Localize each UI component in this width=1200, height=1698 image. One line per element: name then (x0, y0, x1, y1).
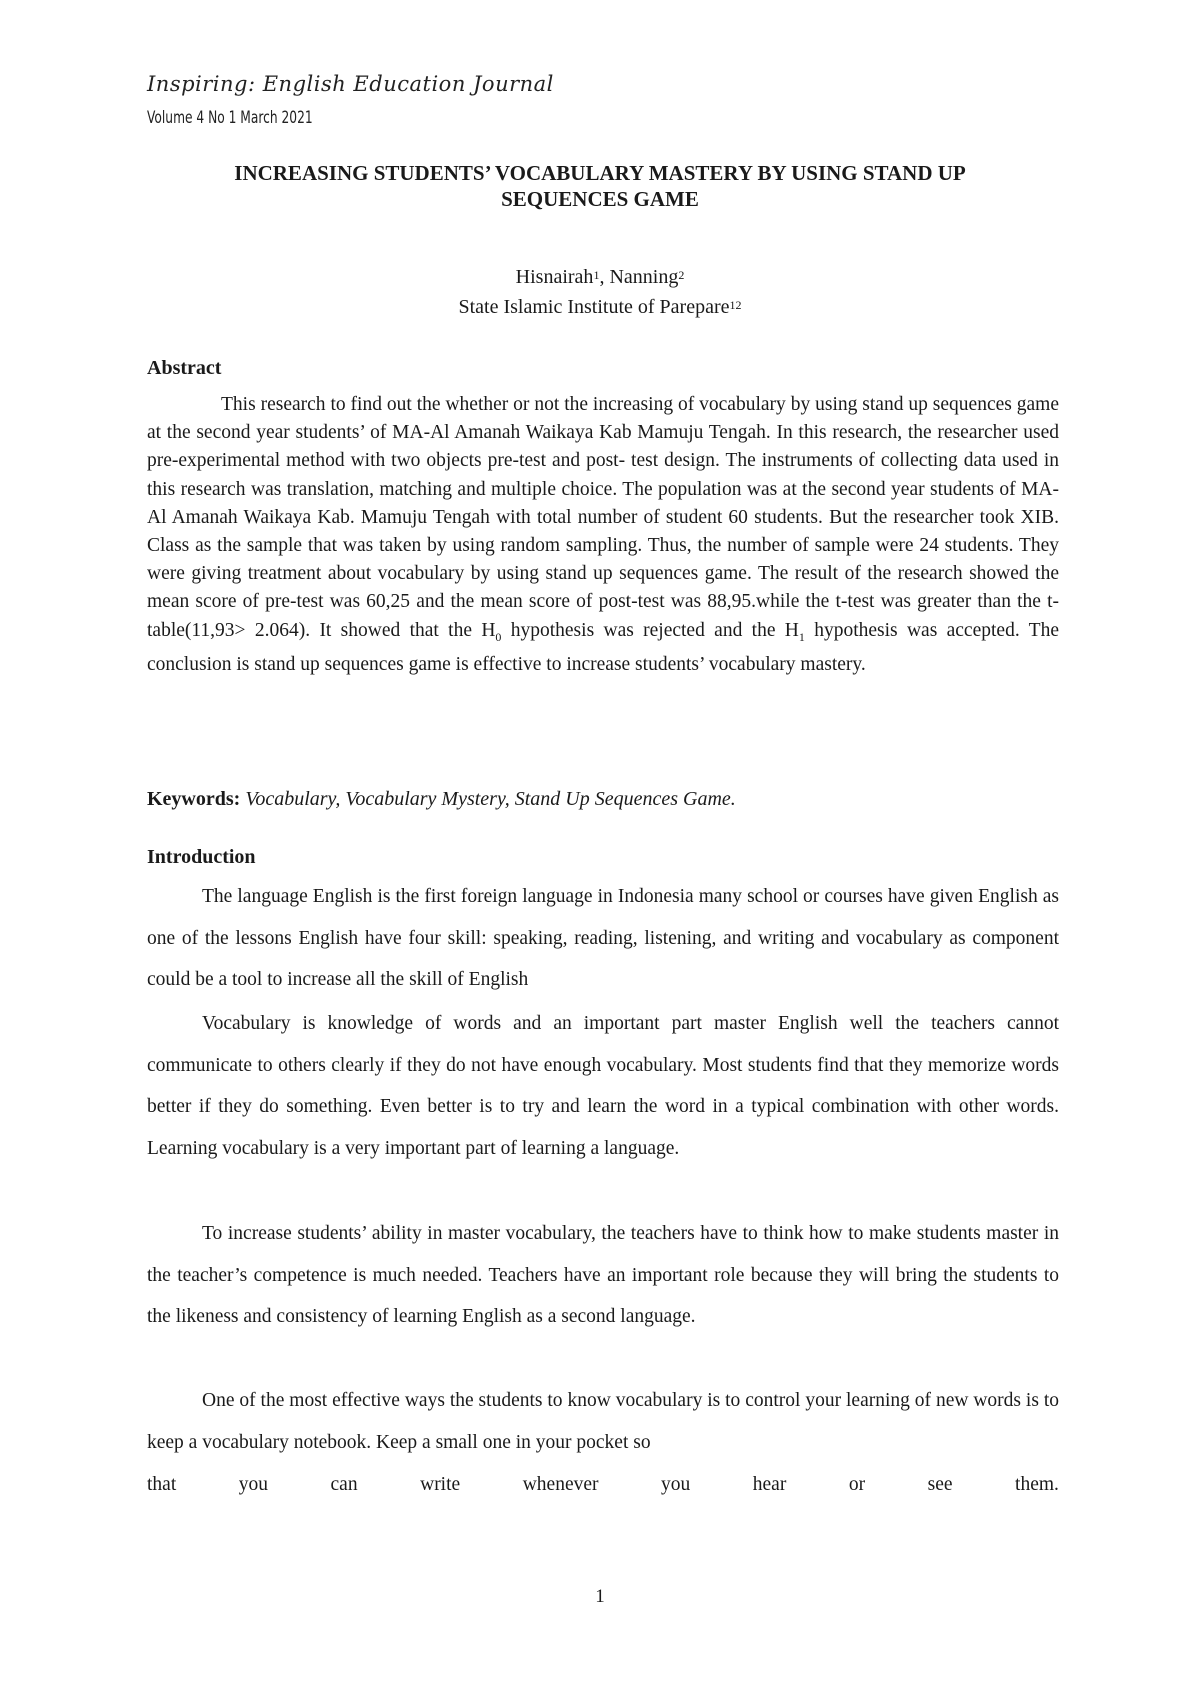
author-separator: , (599, 266, 610, 288)
journal-volume: Volume 4 No 1 March 2021 (147, 108, 313, 128)
word: that (147, 1474, 177, 1495)
affiliation (147, 292, 1053, 322)
intro-paragraph-3: To increase students’ ability in master vocabulary, the teachers have to think how to make students master in the teacher’s competence is much needed. Teachers have an important role because they will bring the students to the likeness and consistency of learning English as a second language. (147, 1223, 1059, 1327)
word: whenever (522, 1474, 599, 1495)
title-line-1: INCREASING STUDENTS’ VOCABULARY MASTERY BY USING STAND UP (234, 161, 966, 185)
author-1: Hisnairah (515, 266, 594, 288)
author-1-affil-mark: 1 (593, 268, 600, 282)
intro-paragraph-4: One of the most effective ways the students to know vocabulary is to control your learning of new words is to keep a vocabulary notebook. Keep a small one in your pocket so (147, 1390, 1059, 1453)
abstract-body (147, 391, 1059, 679)
abstract-part-1: This research to find out the whether or not the increasing of vocabulary by using stand up sequences game at the second year students’ of MA-Al Amanah Waikaya Kab Mamuju Tengah. In this research, the researcher used pre-experimental method with two objects pre-test and post- test design. The instruments of collecting data used in this research was translation, matching and multiple choice. The population was at the second year students of MA-Al Amanah Waikaya Kab. Mamuju Tengah with total number of student 60 students. But the researcher took XIB. Class as the sample that was taken by using random sampling. Thus, the number of sample were 24 students. They were giving treatment about vocabulary by using stand up sequences game. The result of the research showed the mean score of pre-test was 60,25 and the mean score of post-test was 88,95.while the t-test was greater than the t-table(11,93> 2.064). It showed that the H (147, 394, 1059, 641)
author-2: Nanning (609, 266, 679, 288)
h1-subscript: 1 (798, 629, 805, 644)
abstract-part-3: hypothesis was accepted. The conclusion is stand up sequences game is effective to increase students’ vocabulary mastery. (147, 619, 1059, 675)
word: see (927, 1474, 953, 1495)
author-2-affil-mark: 2 (678, 268, 685, 282)
intro-paragraph-4-last-line (147, 1464, 1059, 1506)
page-number: 1 (595, 1586, 605, 1607)
introduction-heading: Introduction (147, 846, 256, 868)
affiliation-mark: 12 (729, 298, 742, 312)
keywords-label: Keywords: (147, 788, 241, 810)
abstract-part-2: hypothesis was rejected and the H (501, 619, 799, 641)
word: you (661, 1474, 691, 1495)
word: can (330, 1474, 358, 1495)
author-names (147, 262, 1053, 292)
intro-paragraph-2: Vocabulary is knowledge of words and an important part master English well the teachers cannot communicate to others clearly if they do not have enough vocabulary. Most students find that they memorize words better if they do something. Even better is to try and learn the word in a typical combination with other words. Learning vocabulary is a very important part of learning a language. (147, 1013, 1059, 1159)
word: or (848, 1474, 866, 1495)
keywords-text: Vocabulary, Vocabulary Mystery, Stand Up Sequences Game. (240, 788, 736, 810)
word: hear (752, 1474, 787, 1495)
author-block (147, 262, 1053, 322)
affiliation-name: State Islamic Institute of Parepare (458, 296, 730, 318)
abstract-heading: Abstract (147, 357, 222, 379)
intro-paragraph-1: The language English is the first foreign language in Indonesia many school or courses have given English as one of the lessons English have four skill: speaking, reading, listening, and writing and vocabulary as component could be a tool to increase all the skill of English (147, 886, 1059, 990)
word: them. (1015, 1474, 1059, 1495)
word: you (238, 1474, 269, 1495)
paper-title (147, 160, 1053, 212)
word: write (420, 1474, 461, 1495)
h0-subscript: 0 (495, 629, 502, 644)
keywords-line (147, 788, 736, 811)
title-line-2: SEQUENCES GAME (501, 187, 699, 211)
journal-name: Inspiring: English Education Journal (147, 72, 554, 96)
